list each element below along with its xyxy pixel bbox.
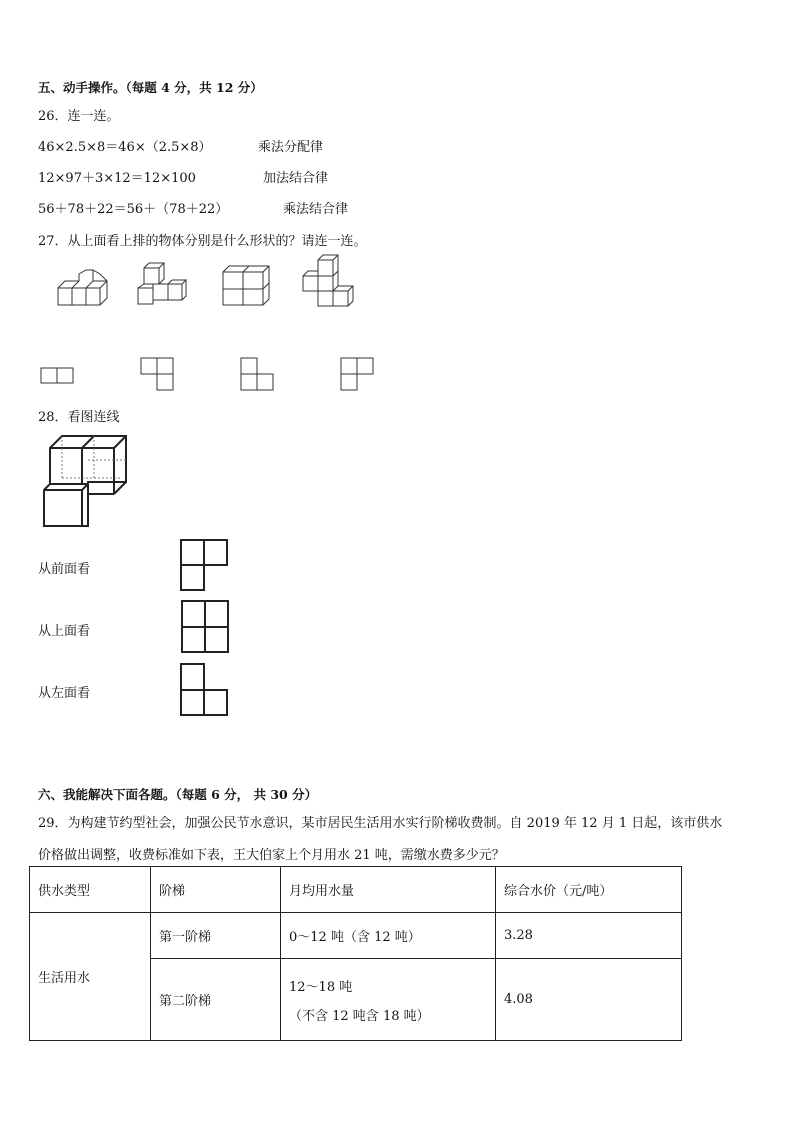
q28-view-shape-2: [181, 600, 231, 654]
q26-right-item-3: 乘法结合律: [283, 202, 349, 217]
q28-view-shape-1: [180, 539, 230, 591]
section-6-title: 六、我能解决下面各题。（每题 6 分， 共 30 分）: [38, 787, 318, 802]
cell-supply-type: 生活用水: [30, 913, 151, 1041]
q27-solid-figure-3: [220, 262, 272, 310]
question-28-title: 28．看图连线: [38, 410, 120, 425]
header-price: 综合水价（元/吨）: [496, 867, 682, 913]
q28-solid-figure: [40, 432, 132, 530]
q27-view-shape-1: [40, 366, 76, 386]
q26-right-item-1: 乘法分配律: [258, 140, 324, 155]
q27-view-shape-3: [240, 356, 276, 392]
header-monthly-usage: 月均用水量: [281, 867, 496, 913]
table-row: [30, 913, 682, 959]
q26-left-item-3: 56＋78＋22＝56＋（78＋22）: [38, 202, 229, 217]
cell-price-1: 3.28: [496, 913, 682, 959]
q28-label-top: 从上面看: [38, 624, 91, 639]
water-price-table: [29, 866, 682, 1041]
q28-label-front: 从前面看: [38, 562, 91, 577]
header-tier: 阶梯: [151, 867, 281, 913]
q26-left-item-1: 46×2.5×8＝46×（2.5×8）: [38, 140, 212, 155]
table-header-row: [30, 867, 682, 913]
question-29-line-1: 29．为构建节约型社会，加强公民节水意识，某市居民生活用水实行阶梯收费制。自 2019 年 12 月 1 日起，该市供水: [38, 816, 723, 831]
question-27-title: 27．从上面看上排的物体分别是什么形状的？请连一连。: [38, 234, 367, 249]
q26-right-item-2: 加法结合律: [263, 171, 329, 186]
q27-view-shape-4: [340, 356, 376, 392]
cell-usage-1: 0～12 吨（含 12 吨）: [281, 913, 496, 959]
q27-solid-figure-1: [50, 266, 110, 310]
cell-tier-2: 第二阶梯: [151, 959, 281, 1041]
question-29-line-2: 价格做出调整，收费标准如下表，王大伯家上个月用水 21 吨，需缴水费多少元？: [38, 848, 505, 863]
header-supply-type: 供水类型: [30, 867, 151, 913]
q28-view-shape-3: [180, 663, 230, 717]
q27-solid-figure-2: [134, 262, 194, 310]
q28-label-left: 从左面看: [38, 686, 91, 701]
q27-solid-figure-4: [300, 254, 356, 310]
usage-2-range: 12～18 吨: [289, 979, 353, 995]
cell-price-2: 4.08: [496, 959, 682, 1041]
q26-left-item-2: 12×97＋3×12＝12×100: [38, 171, 196, 186]
cell-usage-2: [281, 959, 496, 1041]
q27-view-shape-2: [140, 356, 176, 392]
question-26-title: 26．连一连。: [38, 109, 120, 124]
cell-tier-1: 第一阶梯: [151, 913, 281, 959]
usage-2-note: （不含 12 吨含 18 吨）: [289, 1008, 430, 1024]
section-5-title: 五、动手操作。（每题 4 分，共 12 分）: [38, 80, 263, 95]
